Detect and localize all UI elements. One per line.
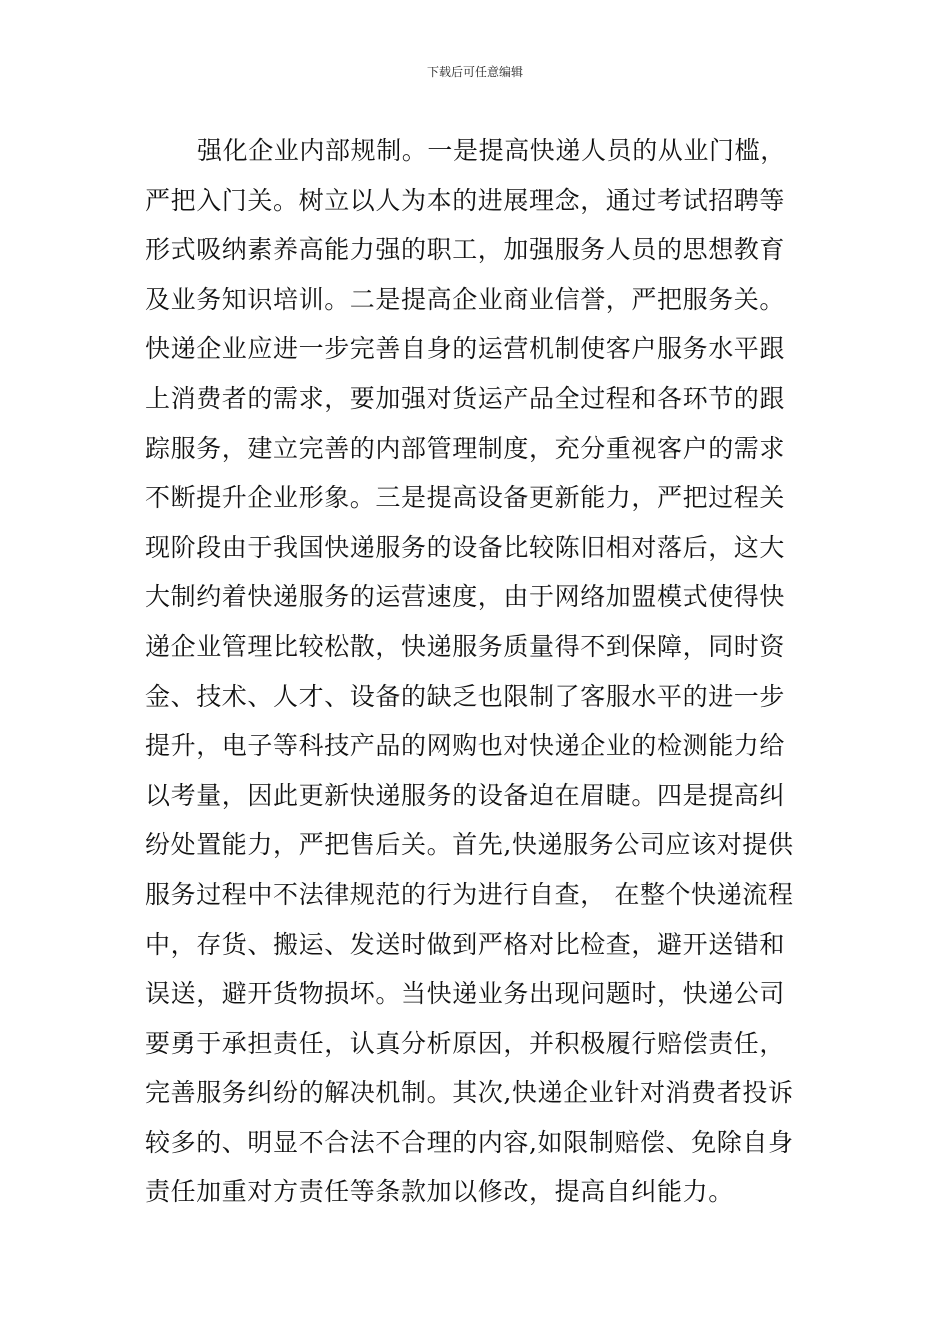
text-line: 完善服务纠纷的解决机制。其次,快递企业针对消费者投诉	[145, 1078, 794, 1108]
text-line: 以考量，因此更新快递服务的设备迫在眉睫。四是提高纠	[145, 780, 786, 810]
text-line: 误送，避开货物损坏。当快递业务出现问题时，快递公司	[145, 979, 786, 1009]
text-line: 快递企业应进一步完善自身的运营机制使客户服务水平跟	[145, 334, 786, 364]
text-line: 责任加重对方责任等条款加以修改，提高自纠能力。	[145, 1177, 734, 1207]
text-line: 现阶段由于我国快递服务的设备比较陈旧相对落后，这大	[145, 532, 786, 562]
text-line: 要勇于承担责任，认真分析原因，并积极履行赔偿责任，	[145, 1028, 786, 1058]
text-line: 及业务知识培训。二是提高企业商业信誉，严把服务关。	[145, 284, 786, 314]
body-paragraph	[145, 126, 815, 1217]
text-line: 严把入门关。树立以人为本的进展理念，通过考试招聘等	[145, 185, 786, 215]
text-line: 强化企业内部规制。一是提高快递人员的从业门槛，	[197, 136, 786, 165]
text-line: 形式吸纳素养高能力强的职工，加强服务人员的思想教育	[145, 235, 786, 265]
text-line: 踪服务，建立完善的内部管理制度，充分重视客户的需求	[145, 433, 786, 463]
text-line: 较多的、明显不合法不合理的内容,如限制赔偿、免除自身	[145, 1127, 794, 1157]
text-line: 上消费者的需求，要加强对货运产品全过程和各环节的跟	[145, 383, 786, 413]
text-line: 不断提升企业形象。三是提高设备更新能力，严把过程关	[145, 483, 786, 513]
text-line: 服务过程中不法律规范的行为进行自查， 在整个快递流程	[145, 879, 794, 909]
text-line: 纷处置能力，严把售后关。首先,快递服务公司应该对提供	[145, 830, 794, 860]
text-line: 提升，电子等科技产品的网购也对快递企业的检测能力给	[145, 731, 786, 761]
text-line: 大制约着快递服务的运营速度，由于网络加盟模式使得快	[145, 582, 786, 612]
text-line: 中，存货、搬运、发送时做到严格对比检查，避开送错和	[145, 929, 786, 959]
page-header: 下载后可任意编辑	[426, 65, 523, 79]
text-line: 金、技术、人才、设备的缺乏也限制了客服水平的进一步	[145, 681, 786, 711]
text-line: 递企业管理比较松散，快递服务质量得不到保障，同时资	[145, 631, 786, 661]
